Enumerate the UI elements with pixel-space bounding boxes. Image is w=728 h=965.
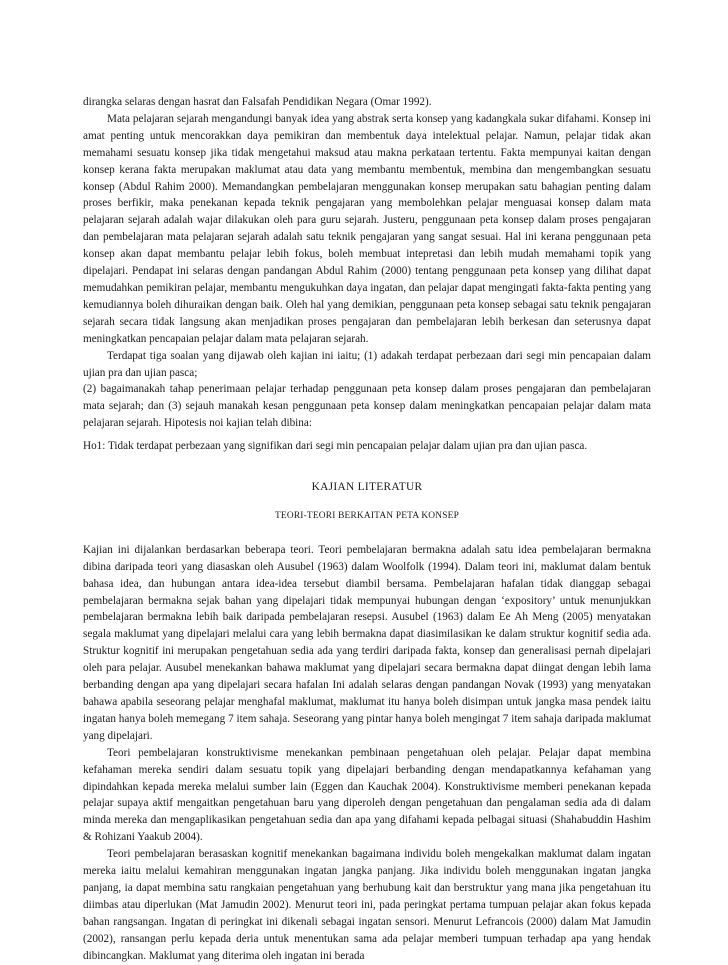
document-page <box>83 94 651 965</box>
literature-paragraph-3: Teori pembelajaran berasaskan kognitif menekankan bagaimana individu boleh mengekalkan maklumat dalam ingatan mereka iaitu melalui kemahiran menggunakan ingatan jangka panjang. Jika individu boleh menggunakan ingatan jangka panjang, ia dapat membina satu rangkaian pengetahuan yang berhubung kait dan berstruktur yang mana jika pengetahuan itu diimbas atau diperlukan (Mat Jamudin 2002). Menurut teori ini, pada peringkat pertama tumpuan pelajar akan fokus kepada bahan rangsangan. Ingatan di peringkat ini dikenali sebagai ingatan sensori. Menurut Lefrancois (2000) dalam Mat Jamudin (2002), ransangan perlu kepada deria untuk menentukan sama ada pelajar memberi tumpuan terhadap apa yang hendak dibincangkan. Maklumat yang diterima oleh ingatan ini berada <box>83 848 651 962</box>
section-heading: KAJIAN LITERATUR <box>311 481 423 494</box>
intro-paragraph-2: Mata pelajaran sejarah mengandungi banyak idea yang abstrak serta konsep yang kadangkala sukar difahami. Konsep ini amat penting untuk mencorakkan daya pemikiran dan membentuk daya intelektual pelajar. Namun, pelajar tidak akan memahami sesuatu konsep jika tidak mengetahui maksud atau makna perkataan tertentu. Fakta mempunyai kaitan dengan konsep kerana fakta merupakan maklumat atau data yang membantu membentuk, membina dan mengembangkan sesuatu konsep (Abdul Rahim 2000). Memandangkan pembelajaran menggunakan konsep merupakan satu bahagian penting dalam proses berfikir, maka penekanan kepada teknik pengajaran yang membolehkan pelajar menguasai konsep dalam mata pelajaran sejarah adalah wajar dilakukan oleh para guru sejarah. Justeru, penggunaan peta konsep dalam proses pengajaran dan pembelajaran mata pelajaran sejarah adalah satu teknik pengajaran yang sangat sesuai. Hal ini kerana penggunaan peta konsep akan dapat membantu pelajar lebih fokus, boleh membuat intepretasi dan lebih mudah memahami topik yang dipelajari. Pendapat ini selaras dengan pandangan Abdul Rahim (2000) tentang penggunaan peta konsep yang dilihat dapat memudahkan pemikiran pelajar, membantu mengukuhkan daya ingatan, dan pelajar dapat mengingati fakta-fakta penting yang kemudiannya boleh dihuraikan dengan baik. Oleh hal yang demikian, penggunaan peta konsep sebagai satu teknik pengajaran sejarah secara tidak langsung akan menjadikan proses pengajaran dan pembelajaran lebih berkesan dan seterusnya dapat meningkatkan pencapaian pelajar dalam mata pelajaran sejarah. <box>83 112 651 345</box>
section-subheading: TEORI-TEORI BERKAITAN PETA KONSEP <box>275 510 459 521</box>
literature-paragraph-2: Teori pembelajaran konstruktivisme menekankan pembinaan pengetahuan oleh pelajar. Pelajar dapat membina kefahaman mereka sendiri dalam sesuatu topik yang dipelajari berbanding dengan mendapatkannya kefahaman yang dipindahkan kepada mereka melalui sumber lain (Eggen dan Kauchak 2004). Konstruktivisme memberi penekanan kepada pelajar supaya aktif mengaitkan pengetahuan baru yang diperoleh dengan pengetahuan dan pengalaman sedia ada di dalam minda mereka dan mengaplikasikan pengetahuan sedia dan apa yang difahami kepada pelbagai situasi (Shahabuddin Hashim & Rohizani Yaakub 2004). <box>83 746 651 844</box>
intro-paragraph-1: dirangka selaras dengan hasrat dan Falsafah Pendidikan Negara (Omar 1992). <box>83 96 432 108</box>
intro-paragraph-4: (2) bagaimanakah tahap penerimaan pelajar terhadap penggunaan peta konsep dalam proses pengajaran dan pembelajaran mata sejarah; dan (3) sejauh manakah kesan penggunaan peta konsep dalam meningkatkan pencapaian pelajar dalam mata pelajaran sejarah. Hipotesis noi kajian telah dibina: <box>83 383 651 430</box>
intro-paragraph-3: Terdapat tiga soalan yang dijawab oleh kajian ini iaitu; (1) adakah terdapat perbezaan dari segi min pencapaian dalam ujian pra dan ujian pasca; <box>83 349 651 379</box>
literature-paragraph-1: Kajian ini dijalankan berdasarkan beberapa teori. Teori pembelajaran bermakna adalah satu idea pembelajaran bermakna dibina daripada teori yang diasaskan oleh Ausubel (1963) dalam Woolfolk (1994). Dalam teori ini, maklumat dalam bentuk bahasa idea, dan hubungan antara idea-idea tersebut diambil bersama. Pembelajaran hafalan tidak dianggap sebagai pembelajaran bermakna sejak bahan yang dipelajari tidak mempunyai hubungan dengan ‘expository’ untuk menunjukkan pembelajaran bermakna lebih baik daripada pembelajaran resepsi. Ausubel (1963) dalam Ee Ah Meng (2005) menyatakan segala maklumat yang dipelajari melalui cara yang lebih bermakna dapat diasimilasikan ke dalam struktur kognitif sedia ada. Struktur kognitif ini merupakan pengetahuan sedia ada yang terdiri daripada fakta, konsep dan generalisasi pernah dipelajari oleh para pelajar. Ausubel menekankan bahawa maklumat yang dipelajari secara bermakna dapat diingat dengan lebih lama berbanding dengan apa yang dipelajari secara hafalan Ini adalah selaras dengan pandangan Novak (1993) yang menyatakan bahawa apabila seseorang pelajar menghafal maklumat, maklumat itu hanya boleh disimpan untuk jangka masa pendek iaitu ingatan hanya boleh memegang 7 item sahaja. Seseorang yang pintar hanya boleh mengingat 7 item sahaja daripada maklumat yang dipelajari. <box>83 543 651 742</box>
hypothesis-ho1: Ho1: Tidak terdapat perbezaan yang signifikan dari segi min pencapaian pelajar dalam ujian pra dan ujian pasca. <box>83 440 588 453</box>
